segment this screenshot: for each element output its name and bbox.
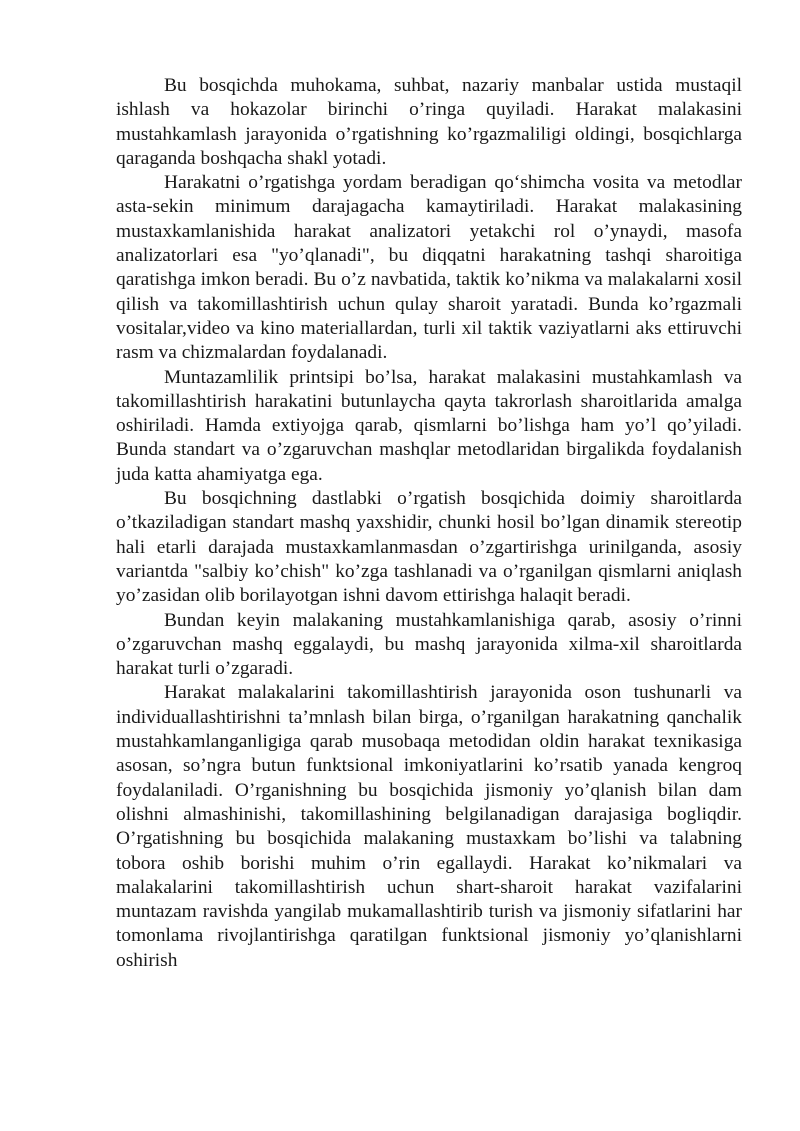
document-page <box>116 74 742 973</box>
paragraph-1: Bu bosqichda muhokama, suhbat, nazariy manbalar ustida mustaqil ishlash va hokazolar birinchi o’ringa quyiladi. Harakat malakasini mustahkamlash jarayonida o’rgatishning ko’rgazmaliligi oldingi, bosqichlarga qaraganda boshqacha shakl yotadi. <box>116 75 742 169</box>
paragraph-3: Muntazamlilik printsipi bo’lsa, harakat malakasini mustahkamlash va takomillashtirish harakatini butunlaycha qayta takrorlash sharoitlarida amalga oshiriladi. Hamda extiyojga qarab, qismlarni bo’lishga ham yo’l qo’yiladi. Bunda standart va o’zgaruvchan mashqlar metodlaridan birgalikda foydalanish juda katta ahamiyatga ega. <box>116 366 742 485</box>
paragraph-4: Bu bosqichning dastlabki o’rgatish bosqichida doimiy sharoitlarda o’tkaziladigan standart mashq yaxshidir, chunki hosil bo’lgan dinamik stereotip hali etarli darajada mustaxkamlanmasdan o’zgartirishga urinilganda, asosiy variantda "salbiy ko’chish" ko’zga tashlanadi va o’rganilgan qismlarni aniqlash yo’zasidan olib borilayotgan ishni davom ettirishga halaqit beradi. <box>116 488 742 607</box>
paragraph-2: Harakatni o’rgatishga yordam beradigan qo‘shimcha vosita va metodlar asta-sekin minimum darajagacha kamaytiriladi. Harakat malakasining mustaxkamlanishida harakat analizatori yetakchi rol o’ynaydi, masofa analizatorlari esa "yo’qlanadi", bu diqqatni harakatning tashqi sharoitiga qaratishga imkon beradi. Bu o’z navbatida, taktik ko’nikma va malakalarni xosil qilish va takomillashtirish uchun qulay sharoit yaratadi. Bunda ko’rgazmali vositalar,video va kino materiallardan, turli xil taktik vaziyatlarni aks ettiruvchi rasm va chizmalardan foydalanadi. <box>116 172 742 364</box>
paragraph-5: Bundan keyin malakaning mustahkamlanishiga qarab, asosiy o’rinni o’zgaruvchan mashq eggalaydi, bu mashq jarayonida xilma-xil sharoitlarda harakat turli o’zgaradi. <box>116 609 742 680</box>
paragraph-6: Harakat malakalarini takomillashtirish jarayonida oson tushunarli va individuallashtirishni ta’mnlash bilan birga, o’rganilgan harakatning qanchalik mustahkamlanganligiga qarab musobaqa metodidan oldin harakat texnikasiga asosan, so’ngra butun funktsional imkoniyatlarini ko’rsatib yanada kengroq foydalaniladi. O’rganishning bu bosqichida jismoniy yo’qlanish bilan dam olishni almashinishi, takomillashining belgilanadigan darajasiga bogliqdir. O’rgatishning bu bosqichida malakaning mustaxkam bo’lishi va talabning tobora oshib borishi muhim o’rin egallaydi. Harakat ko’nikmalari va malakalarini takomillashtirish uchun shart-sharoit harakat vazifalarini muntazam ravishda yangilab mukamallashtirib turish va jismoniy sifatlarini har tomonlama rivojlantirishga qaratilgan funktsional jismoniy yo’qlanishlarni oshirish <box>116 682 742 971</box>
